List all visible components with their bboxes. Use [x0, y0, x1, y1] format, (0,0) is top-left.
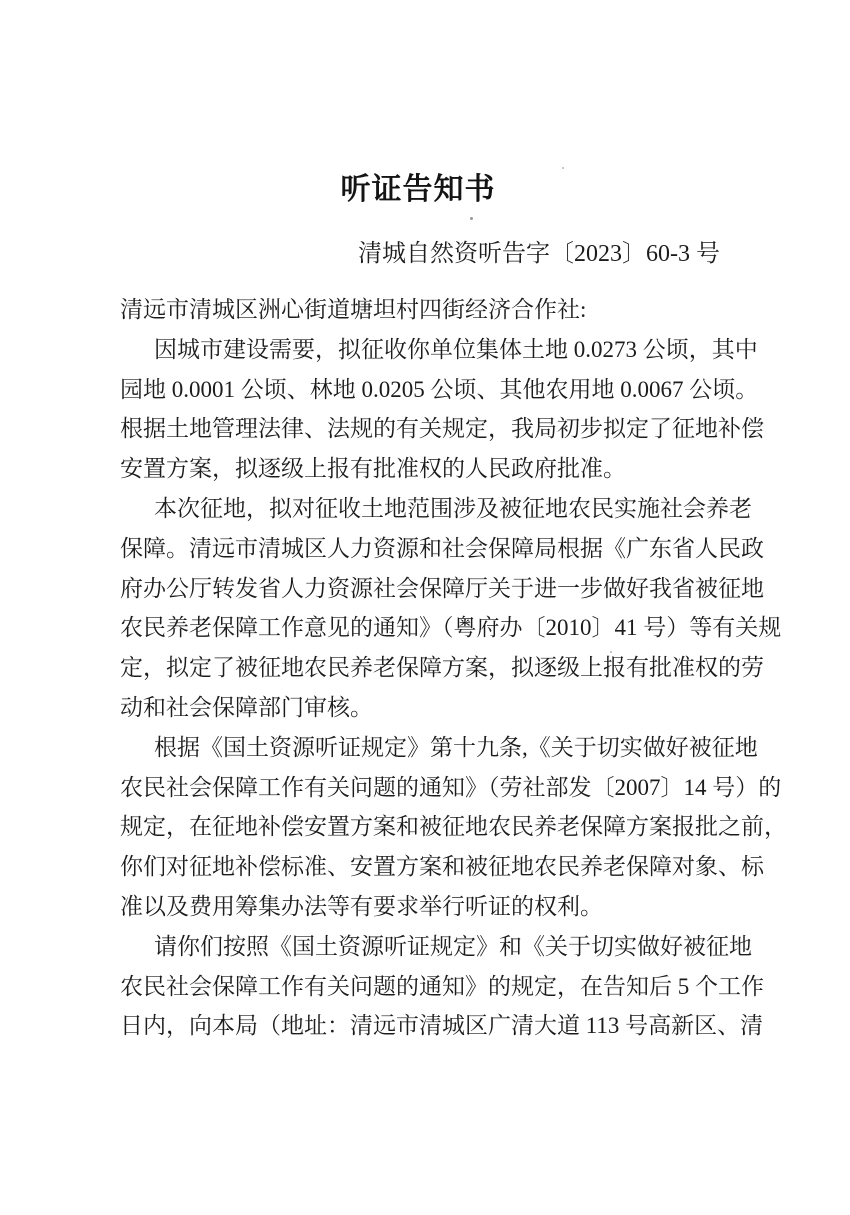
body-line: 日内，向本局（地址：清远市清城区广清大道 113 号高新区、清 — [120, 1013, 764, 1039]
body-line: 因城市建设需要，拟征收你单位集体土地 0.0273 公顷，其中 — [154, 336, 758, 362]
body-line: 请你们按照《国土资源听证规定》和《关于切实做好被征地 — [154, 933, 752, 959]
body-line: 准以及费用筹集办法等有要求举行听证的权利。 — [120, 893, 603, 919]
recipient-line: 清远市清城区洲心街道塘坦村四街经济合作社: — [120, 297, 587, 322]
body-line: 安置方案，拟逐级上报有批准权的人民政府批准。 — [120, 456, 626, 482]
body-line: 定，拟定了被征地农民养老保障方案，拟逐级上报有批准权的劳 — [120, 655, 764, 681]
body-line: 农民养老保障工作意见的通知》（粤府办〔2010〕41 号）等有关规 — [120, 615, 782, 641]
body-line: 动和社会保障部门审核。 — [120, 694, 373, 720]
body-line: 你们对征地补偿标准、安置方案和被征地农民养老保障对象、标 — [120, 854, 764, 880]
body-line: 府办公厅转发省人力资源社会保障厅关于进一步做好我省被征地 — [120, 575, 764, 601]
body-line: 园地 0.0001 公顷、林地 0.0205 公顷、其他农用地 0.0067 公顷。 — [120, 376, 759, 402]
body-line: 根据土地管理法律、法规的有关规定，我局初步拟定了征地补偿 — [120, 416, 764, 442]
body-line: 本次征地，拟对征收土地范围涉及被征地农民实施社会养老 — [154, 495, 752, 521]
body-line: 保障。清远市清城区人力资源和社会保障局根据《广东省人民政 — [120, 535, 764, 561]
document-body — [120, 290, 787, 1046]
scan-speckle — [470, 217, 473, 220]
document-title: 听证告知书 — [340, 173, 496, 206]
body-line: 规定，在征地补偿安置方案和被征地农民养老保障方案报批之前， — [120, 814, 787, 840]
document-number: 清城自然资听告字〔2023〕60-3 号 — [358, 241, 720, 267]
body-line: 农民社会保障工作有关问题的通知》的规定，在告知后 5 个工作 — [120, 973, 764, 999]
body-line: 根据《国土资源听证规定》第十九条,《关于切实做好被征地 — [154, 734, 758, 760]
scan-speckle — [562, 167, 564, 169]
body-line: 农民社会保障工作有关问题的通知》（劳社部发〔2007〕14 号）的 — [120, 774, 782, 800]
